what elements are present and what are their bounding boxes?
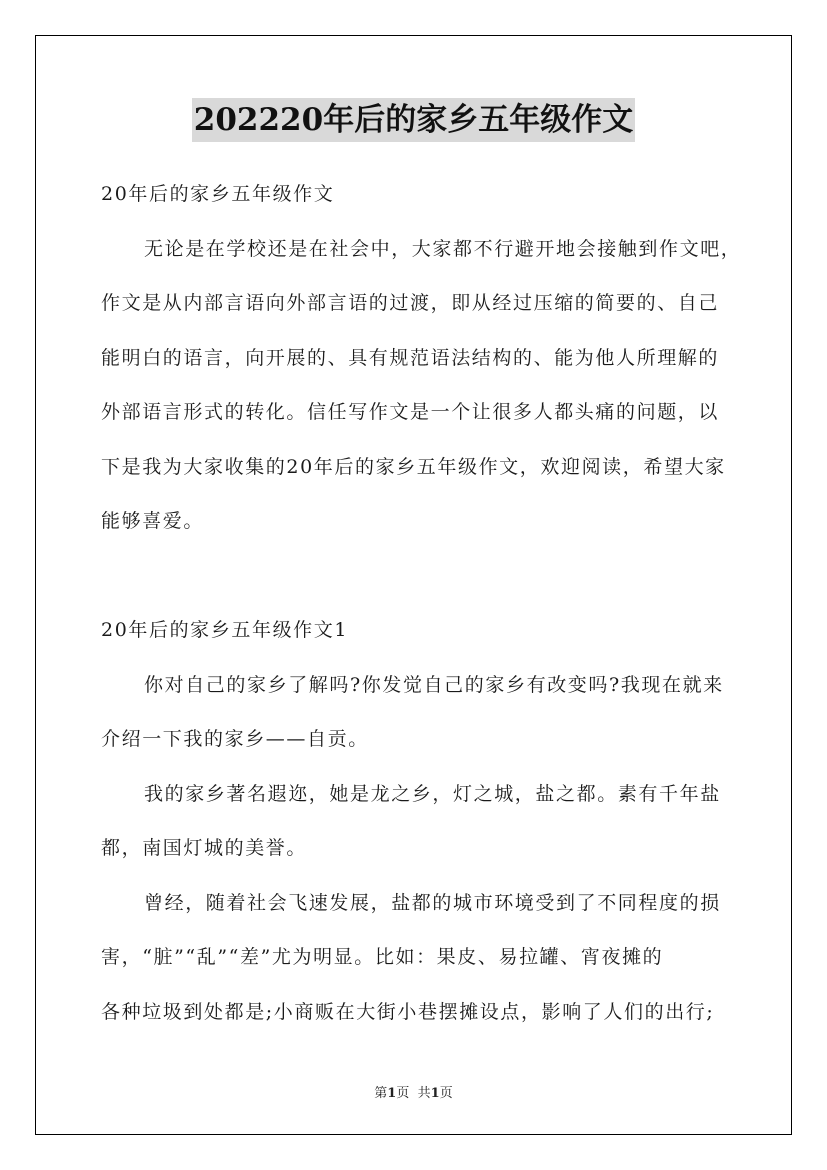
text-line: 作文是从内部言语向外部言语的过渡，即从经过压缩的简要的、自己: [101, 292, 720, 314]
title-container: [0, 98, 827, 142]
total-prefix: 共: [417, 1086, 431, 1101]
document-body: [101, 175, 742, 1047]
text-line: 你对自己的家乡了解吗?你发觉自己的家乡有改变吗?我现在就来: [144, 673, 724, 696]
text-line: 介绍一下我的家乡——自贡。: [101, 728, 369, 750]
blank-line: [101, 557, 731, 612]
page-prefix: 第: [374, 1086, 388, 1101]
text-line: 害，“脏”“乱”“差”尤为明显。比如：果皮、易拉罐、宵夜摊的: [101, 946, 664, 968]
page-footer: [0, 1082, 827, 1101]
text-line: 各种垃圾到处都是;小商贩在大街小巷摆摊设点，影响了人们的出行;: [101, 1000, 715, 1023]
text-line: 20年后的家乡五年级作文1: [101, 619, 349, 641]
text-line: 能明白的语言，向开展的、具有规范语法结构的、能为他人所理解的: [101, 346, 720, 369]
page-suffix: 页: [396, 1086, 410, 1101]
text-line: 外部语言形式的转化。信任写作文是一个让很多人都头痛的问题，以: [101, 401, 720, 423]
text-line: 能够喜爱。: [101, 510, 205, 532]
text-line: 无论是在学校还是在社会中，大家都不行避开地会接触到作文吧，: [144, 237, 742, 260]
text-line: 曾经，随着社会飞速发展，盐都的城市环境受到了不同程度的损: [144, 891, 721, 914]
text-line: 都，南国灯城的美誉。: [101, 837, 308, 859]
text-line: 我的家乡著名遐迩，她是龙之乡，灯之城，盐之都。素有千年盐: [144, 782, 721, 805]
text-line: 20年后的家乡五年级作文: [101, 183, 335, 205]
total-pages: 1: [430, 1086, 440, 1101]
total-suffix: 页: [439, 1086, 453, 1101]
text-line: 下是我为大家收集的20年后的家乡五年级作文，欢迎阅读，希望大家: [101, 455, 726, 478]
page-number: 1: [387, 1086, 397, 1101]
document-title: 202220年后的家乡五年级作文: [192, 98, 635, 142]
